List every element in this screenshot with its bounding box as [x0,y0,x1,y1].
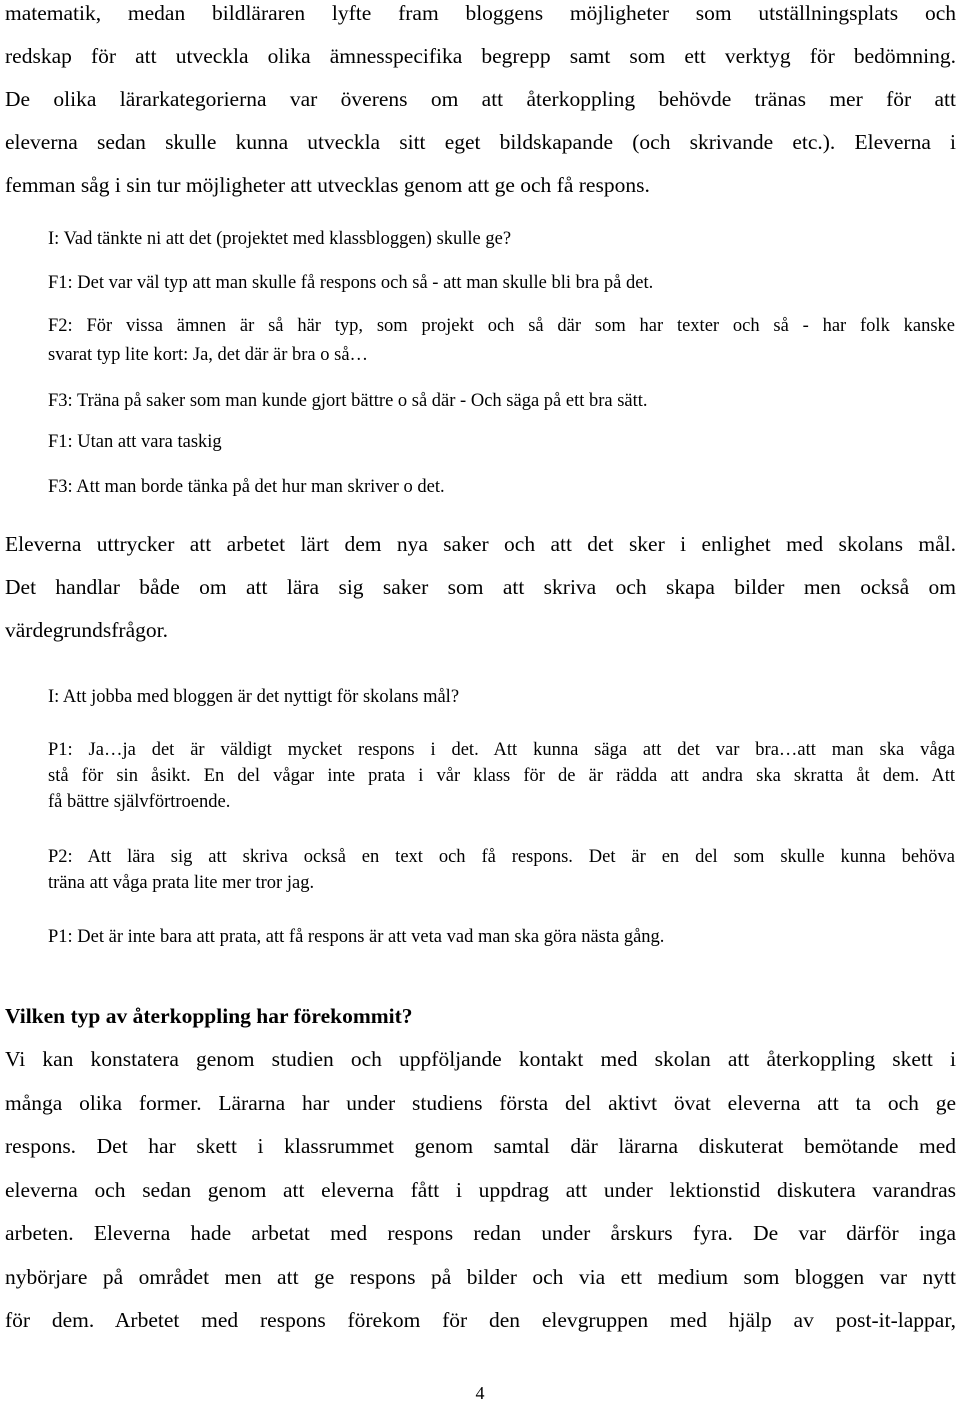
paragraph-line: Det handlar både om att lära sig saker som att skriva och skapa bilder men också om [5,575,956,599]
interview-line: F1: Det var väl typ att man skulle få respons och så - att man skulle bli bra på det. [48,273,654,293]
interview-line: stå för sin åsikt. En del vågar inte prata i vår klass för de är rädda att andra ska skratta åt dem. Att [48,766,955,786]
paragraph-line: många olika former. Lärarna har under studiens första del aktivt övat eleverna att ta och ge [5,1091,956,1115]
paragraph-line: värdegrundsfrågor. [5,618,168,642]
paragraph-line: eleverna och sedan genom att eleverna fått i uppdrag att under lektionstid diskutera varandras [5,1178,956,1202]
interview-line: F3: Att man borde tänka på det hur man skriver o det. [48,477,445,497]
interview-line: svarat typ lite kort: Ja, det där är bra o så… [48,345,369,365]
paragraph-line: eleverna sedan skulle kunna utveckla sitt eget bildskapande (och skrivande etc.). Eleverna i [5,130,956,154]
interview-line: I: Att jobba med bloggen är det nyttigt för skolans mål? [48,687,460,707]
interview-line: P1: Ja…ja det är väldigt mycket respons i det. Att kunna säga att det var bra…att man ska våga [48,740,955,760]
interview-line: I: Vad tänkte ni att det (projektet med klassbloggen) skulle ge? [48,229,512,249]
interview-line: F3: Träna på saker som man kunde gjort bättre o så där - Och säga på ett bra sätt. [48,391,648,411]
page-number: 4 [475,1383,485,1403]
interview-line: P2: Att lära sig att skriva också en text och få respons. Det är en del som skulle kunna behöva [48,847,955,867]
paragraph-line: femman såg i sin tur möjligheter att utvecklas genom att ge och få respons. [5,173,650,197]
paragraph-line: De olika lärarkategorierna var överens om att återkoppling behövde tränas mer för att [5,87,956,111]
paragraph-line: redskap för att utveckla olika ämnesspecifika begrepp samt som ett verktyg för bedömning. [5,44,956,68]
paragraph-line: Eleverna uttrycker att arbetet lärt dem nya saker och att det sker i enlighet med skolans mål. [5,532,956,556]
paragraph-line: Vi kan konstatera genom studien och uppföljande kontakt med skolan att återkoppling skett i [5,1047,956,1071]
interview-line: få bättre självförtroende. [48,792,231,812]
paragraph-line: matematik, medan bildläraren lyfte fram bloggens möjligheter som utställningsplats och [5,1,956,25]
paragraph-line: respons. Det har skett i klassrummet genom samtal där lärarna diskuterat bemötande med [5,1134,956,1158]
paragraph-line: för dem. Arbetet med respons förekom för den elevgruppen med hjälp av post-it-lappar, [5,1308,956,1332]
section-heading: Vilken typ av återkoppling har förekommit? [5,1004,413,1028]
paragraph-line: arbeten. Eleverna hade arbetat med respons redan under årskurs fyra. De var därför inga [5,1221,956,1245]
interview-line: F2: För vissa ämnen är så här typ, som projekt och så där som har texter och så - har folk kanske [48,316,955,336]
interview-line: träna att våga prata lite mer tror jag. [48,873,315,893]
paragraph-line: nybörjare på området men att ge respons på bilder och via ett medium som bloggen var nytt [5,1265,956,1289]
interview-line: P1: Det är inte bara att prata, att få respons är att veta vad man ska göra nästa gång. [48,927,665,947]
interview-line: F1: Utan att vara taskig [48,432,222,452]
